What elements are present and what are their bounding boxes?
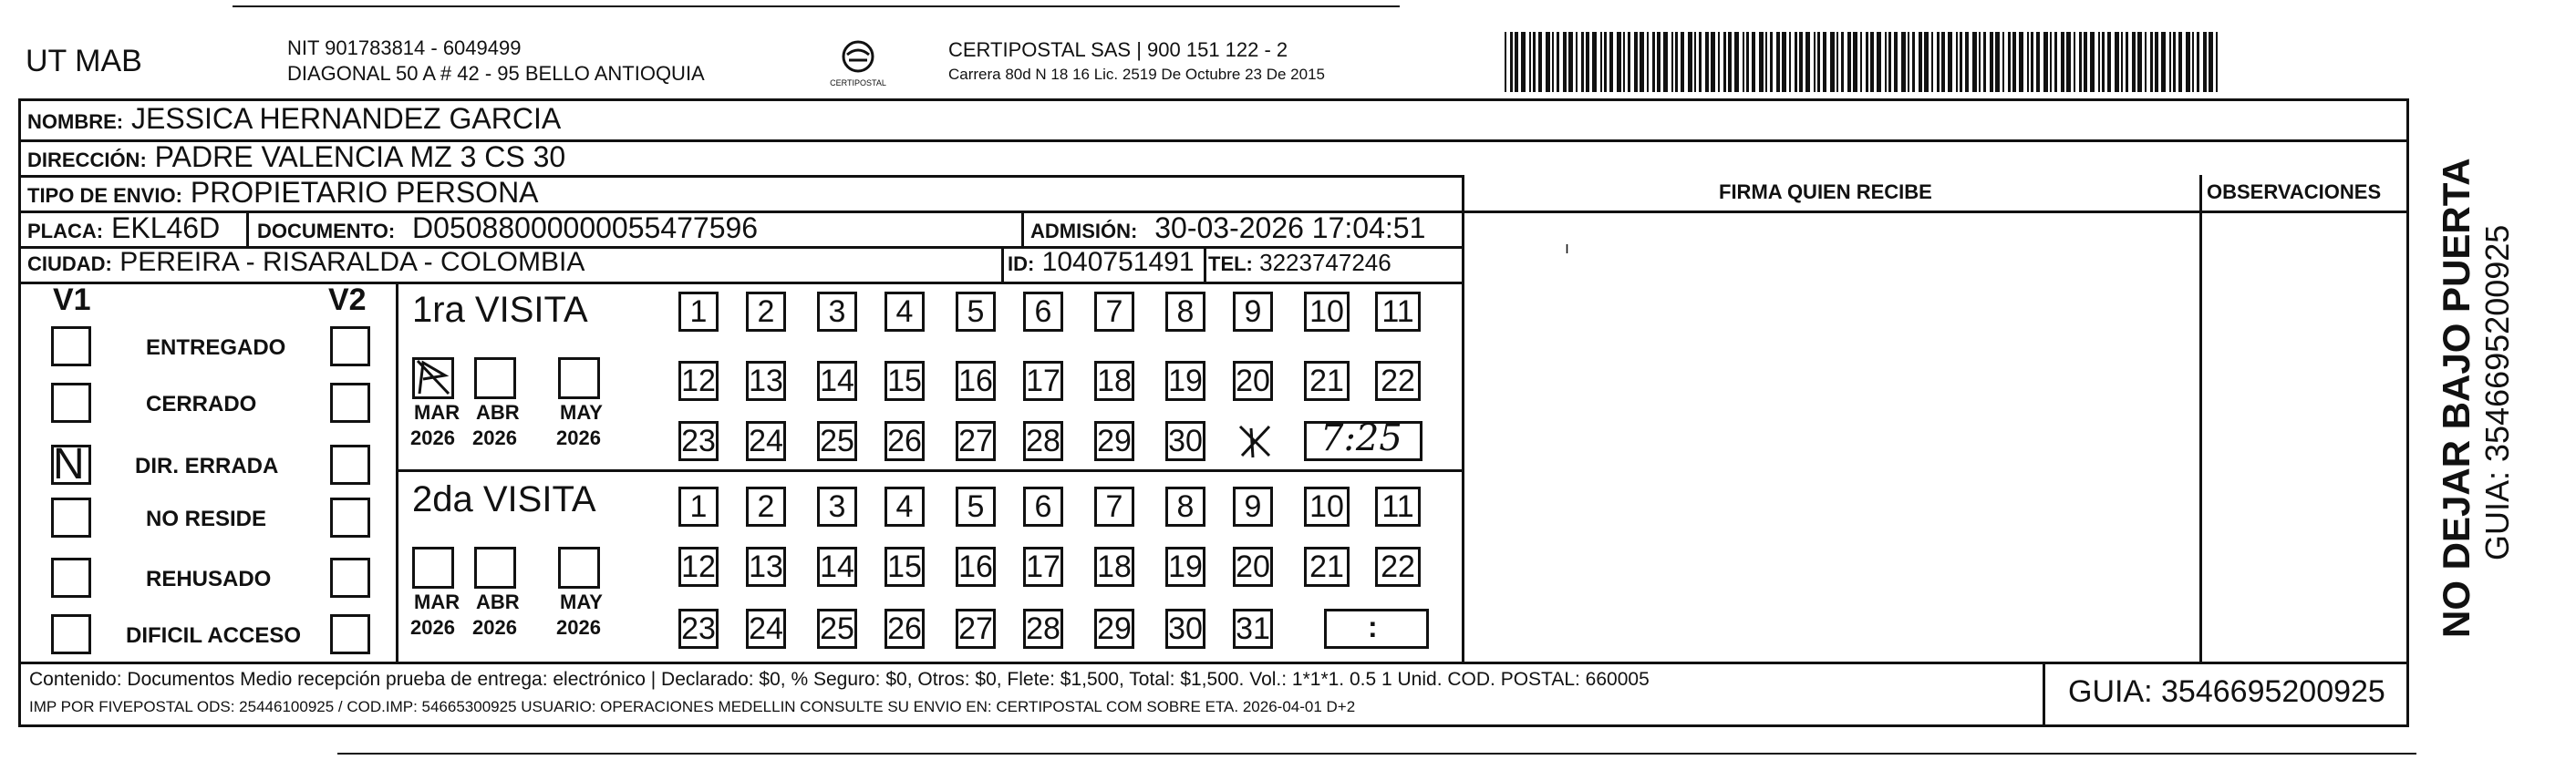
month-label: MAR — [414, 591, 460, 613]
day-box[interactable]: 10 — [1304, 292, 1350, 332]
first-visit-time: 7:25 — [1320, 417, 1402, 459]
day-box[interactable]: 3 — [817, 487, 857, 527]
footer-print-info: IMP POR FIVEPOSTAL ODS: 25446100925 / COD.IMP: 54665300925 USUARIO: OPERACIONES MEDELLIN CONSULTE SU ENVIO EN: CERTIPOSTAL COM SOBRE ETA. 2026-04-01 D+2 — [29, 698, 1356, 715]
day-box[interactable]: 28 — [1023, 421, 1063, 461]
status-label: REHUSADO — [146, 567, 272, 591]
v2-checkbox[interactable] — [330, 445, 370, 485]
day-box[interactable]: 12 — [678, 547, 719, 587]
year-label: 2026 — [472, 426, 517, 449]
signature-mark: ı — [1565, 239, 1570, 257]
day-31-cross-icon — [1233, 421, 1278, 461]
day-box[interactable]: 15 — [885, 361, 925, 401]
v2-checkbox[interactable] — [330, 498, 370, 538]
company-nit: NIT 901783814 - 6049499 — [287, 36, 522, 59]
company-address: DIAGONAL 50 A # 42 - 95 BELLO ANTIOQUIA — [287, 62, 705, 85]
day-box[interactable]: 25 — [817, 421, 857, 461]
documento-row — [257, 211, 758, 245]
day-box[interactable]: 13 — [746, 361, 786, 401]
day-box[interactable]: 7 — [1094, 487, 1134, 527]
day-box[interactable]: 19 — [1165, 547, 1205, 587]
direccion-label: DIRECCIÓN: — [27, 149, 147, 171]
id-value: 1040751491 — [1041, 247, 1195, 277]
day-box[interactable]: 21 — [1304, 547, 1350, 587]
firma-header: FIRMA QUIEN RECIBE — [1719, 180, 1932, 203]
bottom-scan-line — [337, 753, 2416, 755]
status-label: NO RESIDE — [146, 507, 267, 531]
v2-checkbox[interactable] — [330, 326, 370, 366]
month-checkbox[interactable] — [558, 357, 600, 399]
month-checkbox[interactable] — [412, 547, 454, 589]
placa-value: EKL46D — [111, 211, 221, 244]
status-label: DIFICIL ACCESO — [126, 623, 302, 648]
month-label: MAY — [560, 591, 603, 613]
v1-checkbox[interactable] — [51, 326, 91, 366]
v2-checkbox[interactable] — [330, 614, 370, 654]
v1-header: V1 — [53, 282, 91, 317]
footer-content: Contenido: Documentos Medio recepción prueba de entrega: electrónico | Declarado: $0, % Seguro: $0, Otros: $0, Flete: $1,500, Total: $1,500. Vol.: 1*1*1. 0.5 1 Unid. COD. POSTAL: 660005 — [29, 669, 1650, 690]
status-label: DIR. ERRADA — [135, 454, 279, 478]
day-box[interactable]: 17 — [1023, 547, 1063, 587]
day-box[interactable]: 16 — [956, 547, 996, 587]
day-box[interactable]: 4 — [885, 487, 925, 527]
nombre-row — [27, 102, 561, 136]
day-box[interactable]: 1 — [678, 487, 719, 527]
ciudad-value: PEREIRA - RISARALDA - COLOMBIA — [119, 247, 585, 277]
second-visit-title: 2da VISITA — [412, 479, 596, 519]
day-box[interactable]: 21 — [1304, 361, 1350, 401]
first-visit-title: 1ra VISITA — [412, 290, 588, 330]
tipo-label: TIPO DE ENVIO: — [27, 184, 182, 207]
day-box[interactable]: 30 — [1165, 609, 1205, 649]
year-label: 2026 — [556, 426, 601, 449]
day-box[interactable]: 9 — [1233, 292, 1273, 332]
day-box[interactable]: 4 — [885, 292, 925, 332]
v1-checkbox[interactable] — [51, 383, 91, 423]
day-box[interactable]: 18 — [1094, 361, 1134, 401]
admision-label: ADMISIÓN: — [1030, 220, 1138, 242]
v1-checkbox[interactable] — [51, 558, 91, 598]
status-label: ENTREGADO — [146, 335, 286, 360]
v2-header: V2 — [328, 282, 367, 317]
month-label: MAR — [414, 401, 460, 424]
documento-value: D05088000000055477596 — [412, 211, 759, 244]
documento-label: DOCUMENTO: — [257, 220, 396, 242]
day-box[interactable]: 9 — [1233, 487, 1273, 527]
svg-text:CERTIPOSTAL: CERTIPOSTAL — [830, 78, 886, 87]
side-guia: GUIA: 3546695200925 — [2478, 224, 2516, 560]
day-box[interactable]: 26 — [885, 609, 925, 649]
march-check-mark-icon — [412, 357, 458, 399]
day-box[interactable]: 14 — [817, 361, 857, 401]
placa-row — [27, 211, 220, 245]
day-box[interactable]: 26 — [885, 421, 925, 461]
nombre-value: JESSICA HERNANDEZ GARCIA — [131, 102, 562, 135]
day-box[interactable]: 29 — [1094, 421, 1134, 461]
day-box[interactable]: 12 — [678, 361, 719, 401]
day-box[interactable]: 22 — [1375, 361, 1421, 401]
carrier-name: CERTIPOSTAL SAS | 900 151 122 - 2 — [948, 38, 1288, 61]
day-box[interactable]: 28 — [1023, 609, 1063, 649]
day-box[interactable]: 2 — [746, 292, 786, 332]
ciudad-row — [27, 247, 585, 278]
day-box[interactable]: 20 — [1233, 361, 1273, 401]
day-box[interactable]: 14 — [817, 547, 857, 587]
carrier-license: Carrera 80d N 18 16 Lic. 2519 De Octubre 23 De 2015 — [948, 66, 1325, 83]
day-box[interactable]: 1 — [678, 292, 719, 332]
day-box[interactable]: 6 — [1023, 292, 1063, 332]
day-box[interactable]: 8 — [1165, 292, 1205, 332]
day-box[interactable]: 30 — [1165, 421, 1205, 461]
day-box[interactable]: 27 — [956, 609, 996, 649]
v1-checkbox[interactable] — [51, 614, 91, 654]
month-label: ABR — [476, 401, 520, 424]
tipo-row — [27, 176, 539, 210]
day-box[interactable]: 15 — [885, 547, 925, 587]
nombre-label: NOMBRE: — [27, 110, 124, 133]
day-box[interactable]: 13 — [746, 547, 786, 587]
day-box[interactable]: 8 — [1165, 487, 1205, 527]
second-visit-time-placeholder: : — [1368, 611, 1378, 643]
id-row — [1008, 247, 1195, 278]
day-box[interactable]: 17 — [1023, 361, 1063, 401]
day-box[interactable]: 5 — [956, 487, 996, 527]
day-box[interactable]: 27 — [956, 421, 996, 461]
v1-check-mark: N — [53, 440, 85, 488]
day-box[interactable]: 24 — [746, 421, 786, 461]
admision-row — [1030, 211, 1425, 245]
month-checkbox[interactable] — [474, 357, 516, 399]
tel-label: TEL: — [1208, 252, 1253, 275]
id-label: ID: — [1008, 252, 1035, 275]
day-box[interactable]: 10 — [1304, 487, 1350, 527]
top-scan-line — [233, 5, 1400, 7]
barcode-icon — [1505, 32, 2225, 94]
day-box[interactable]: 5 — [956, 292, 996, 332]
v1-checkbox[interactable] — [51, 498, 91, 538]
footer-guia: GUIA: 3546695200925 — [2068, 674, 2385, 709]
day-box[interactable]: 19 — [1165, 361, 1205, 401]
direccion-row — [27, 140, 565, 174]
status-label: CERRADO — [146, 392, 257, 416]
day-box[interactable]: 2 — [746, 487, 786, 527]
day-box[interactable]: 22 — [1375, 547, 1421, 587]
day-box[interactable]: 7 — [1094, 292, 1134, 332]
tipo-value: PROPIETARIO PERSONA — [190, 176, 539, 209]
day-box[interactable]: 11 — [1375, 487, 1421, 527]
day-box[interactable]: 11 — [1375, 292, 1421, 332]
day-box[interactable]: 23 — [678, 609, 719, 649]
day-box[interactable]: 18 — [1094, 547, 1134, 587]
tel-value: 3223747246 — [1259, 249, 1391, 276]
tel-row — [1208, 249, 1391, 277]
day-box[interactable]: 6 — [1023, 487, 1063, 527]
month-label: MAY — [560, 401, 603, 424]
day-box[interactable]: 23 — [678, 421, 719, 461]
day-box[interactable]: 16 — [956, 361, 996, 401]
company-name: UT MAB — [26, 44, 142, 78]
v2-checkbox[interactable] — [330, 383, 370, 423]
month-checkbox[interactable] — [474, 547, 516, 589]
year-label: 2026 — [410, 426, 455, 449]
day-box[interactable]: 3 — [817, 292, 857, 332]
placa-label: PLACA: — [27, 220, 104, 242]
certipostal-logo-icon — [825, 38, 891, 93]
ciudad-label: CIUDAD: — [27, 252, 112, 275]
day-box[interactable]: 24 — [746, 609, 786, 649]
observaciones-header: OBSERVACIONES — [2207, 180, 2382, 203]
admision-value: 30-03-2026 17:04:51 — [1154, 211, 1426, 244]
day-box[interactable]: 25 — [817, 609, 857, 649]
day-box[interactable]: 31 — [1233, 609, 1273, 649]
year-label: 2026 — [556, 616, 601, 639]
year-label: 2026 — [472, 616, 517, 639]
side-warning: NO DEJAR BAJO PUERTA — [2435, 158, 2478, 638]
month-label: ABR — [476, 591, 520, 613]
year-label: 2026 — [410, 616, 455, 639]
day-box[interactable]: 20 — [1233, 547, 1273, 587]
direccion-value: PADRE VALENCIA MZ 3 CS 30 — [154, 140, 566, 173]
month-checkbox[interactable] — [558, 547, 600, 589]
day-box[interactable]: 29 — [1094, 609, 1134, 649]
v2-checkbox[interactable] — [330, 558, 370, 598]
